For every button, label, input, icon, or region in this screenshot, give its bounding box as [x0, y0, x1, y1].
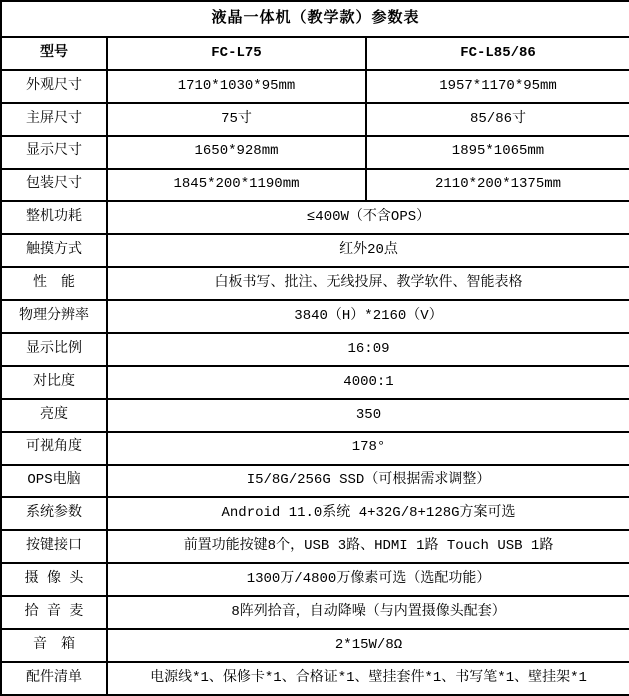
row-value-cell: 3840（H）*2160（V）: [107, 300, 629, 333]
table-title: 液晶一体机（教学款）参数表: [1, 1, 629, 37]
table-row: [1, 300, 629, 333]
row-value-cell: 350: [107, 399, 629, 432]
value-cell-a: 1650*928mm: [107, 136, 366, 169]
table-row: [1, 629, 629, 662]
row-value-cell: ≤400W（不含OPS）: [107, 201, 629, 234]
row-label-cell: 亮度: [1, 399, 107, 432]
row-label-cell: 系统参数: [1, 497, 107, 530]
row-value-cell: I5/8G/256G SSD（可根据需求调整）: [107, 465, 629, 498]
row-label-cell: 物理分辨率: [1, 300, 107, 333]
row-label-cell: 配件清单: [1, 662, 107, 695]
table-row: [1, 169, 629, 202]
row-label-cell: 显示比例: [1, 333, 107, 366]
row-value-cell: 红外20点: [107, 234, 629, 267]
table-row: [1, 366, 629, 399]
row-value-cell: Android 11.0系统 4+32G/8+128G方案可选: [107, 497, 629, 530]
table-row: [1, 662, 629, 695]
value-cell-b: 1957*1170*95mm: [366, 70, 629, 103]
table-row: [1, 596, 629, 629]
table-row: [1, 267, 629, 300]
row-value-cell: 电源线*1、保修卡*1、合格证*1、壁挂套件*1、书写笔*1、壁挂架*1: [107, 662, 629, 695]
value-cell-a: 1710*1030*95mm: [107, 70, 366, 103]
row-label-cell: 显示尺寸: [1, 136, 107, 169]
row-label-cell: 整机功耗: [1, 201, 107, 234]
table-row: [1, 37, 629, 70]
value-cell-a: 1845*200*1190mm: [107, 169, 366, 202]
row-value-cell: 4000:1: [107, 366, 629, 399]
table-row: [1, 563, 629, 596]
row-value-cell: 1300万/4800万像素可选（选配功能）: [107, 563, 629, 596]
table-row: [1, 333, 629, 366]
row-label-cell: OPS电脑: [1, 465, 107, 498]
row-value-cell: 前置功能按键8个，USB 3路、HDMI 1路 Touch USB 1路: [107, 530, 629, 563]
row-value-cell: 8阵列拾音，自动降噪（与内置摄像头配套）: [107, 596, 629, 629]
row-value-cell: 白板书写、批注、无线投屏、教学软件、智能表格: [107, 267, 629, 300]
row-label-cell: 按键接口: [1, 530, 107, 563]
value-cell-a: 75寸: [107, 103, 366, 136]
table-row: [1, 103, 629, 136]
table-row: [1, 70, 629, 103]
row-label-cell: 性 能: [1, 267, 107, 300]
row-value-cell: 2*15W/8Ω: [107, 629, 629, 662]
row-label-cell: 可视角度: [1, 432, 107, 465]
header-model-b-cell: FC-L85/86: [366, 37, 629, 70]
row-label-cell: 主屏尺寸: [1, 103, 107, 136]
table-row: [1, 465, 629, 498]
row-label-cell: 触摸方式: [1, 234, 107, 267]
row-label-cell: 外观尺寸: [1, 70, 107, 103]
table-row: [1, 136, 629, 169]
value-cell-b: 2110*200*1375mm: [366, 169, 629, 202]
value-cell-b: 1895*1065mm: [366, 136, 629, 169]
row-label-cell: 拾 音 麦: [1, 596, 107, 629]
table-row: [1, 201, 629, 234]
table-row: [1, 497, 629, 530]
value-cell-b: 85/86寸: [366, 103, 629, 136]
row-value-cell: 16:09: [107, 333, 629, 366]
row-label-cell: 音 箱: [1, 629, 107, 662]
table-row: [1, 1, 629, 37]
header-label-cell: 型号: [1, 37, 107, 70]
header-model-a-cell: FC-L75: [107, 37, 366, 70]
table-row: [1, 432, 629, 465]
row-value-cell: 178°: [107, 432, 629, 465]
row-label-cell: 对比度: [1, 366, 107, 399]
row-label-cell: 包装尺寸: [1, 169, 107, 202]
table-row: [1, 234, 629, 267]
table-row: [1, 530, 629, 563]
row-label-cell: 摄 像 头: [1, 563, 107, 596]
table-row: [1, 399, 629, 432]
